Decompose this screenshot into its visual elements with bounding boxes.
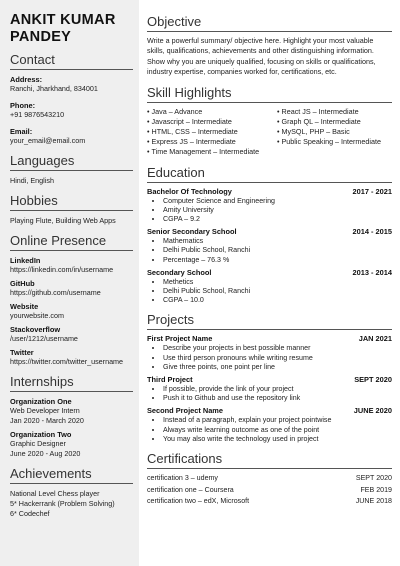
education-detail: • Mathematics xyxy=(163,237,392,246)
name-line-2: PANDEY xyxy=(10,29,72,45)
education-section xyxy=(147,165,392,306)
certification-name: certification two – edX, Microsoft xyxy=(147,497,250,506)
education-detail: • CGPA – 9.2 xyxy=(163,215,392,224)
education-detail: • CGPA – 10.0 xyxy=(163,296,392,305)
skill-item: • MySQL, PHP – Basic xyxy=(277,127,397,137)
project-date: JAN 2021 xyxy=(358,334,392,344)
education-detail: • Amity University xyxy=(163,206,392,215)
project-name: First Project Name xyxy=(147,334,213,344)
internship-dates: Jan 2020 - March 2020 xyxy=(10,416,84,425)
website-link[interactable]: yourwebsite.com xyxy=(10,311,64,320)
education-detail: • Delhi Public School, Ranchi xyxy=(163,246,392,255)
skill-item: • Time Management – Intermediate xyxy=(147,147,273,157)
address-label: Address: xyxy=(10,75,43,84)
internship-role: Graphic Designer xyxy=(10,439,66,448)
education-detail: • Computer Science and Engineering xyxy=(163,197,392,206)
internship-org: Organization One xyxy=(10,397,72,406)
degree-name: Senior Secondary School xyxy=(147,227,237,237)
objective-section xyxy=(147,14,392,78)
projects-heading: Projects xyxy=(147,312,392,330)
project-name: Third Project xyxy=(147,375,193,385)
stackoverflow-label: Stackoverflow xyxy=(10,325,61,334)
education-details xyxy=(147,237,392,265)
objective-heading: Objective xyxy=(147,14,392,32)
achievement-item: 5* Hackerrank (Problem Solving) xyxy=(10,499,115,508)
skill-item: • Express JS – Intermediate xyxy=(147,137,273,147)
degree-name: Secondary School xyxy=(147,267,212,277)
languages-value: Hindi, English xyxy=(10,176,54,185)
certifications-section xyxy=(147,451,392,508)
project-details xyxy=(147,344,392,372)
education-entry-header xyxy=(147,187,392,197)
stackoverflow-link[interactable]: /user/1212/username xyxy=(10,334,78,343)
phone-label: Phone: xyxy=(10,101,36,110)
internships-heading: Internships xyxy=(10,374,133,392)
twitter-link[interactable]: https://twitter.com/twitter_username xyxy=(10,357,124,366)
skill-item: • Graph QL – Intermediate xyxy=(277,117,397,127)
project-details xyxy=(147,416,392,444)
degree-name: Bachelor Of Technology xyxy=(147,186,232,196)
certification-date: SEPT 2020 xyxy=(355,474,392,483)
project-detail: • Describe your projects in best possible manner xyxy=(163,344,392,353)
certification-name: certification one – Coursera xyxy=(147,485,234,494)
certification-date: FEB 2019 xyxy=(360,485,392,494)
contact-heading: Contact xyxy=(10,52,133,70)
candidate-name xyxy=(10,12,133,46)
linkedin-label: LinkedIn xyxy=(10,256,41,265)
education-entry-header xyxy=(147,227,392,237)
project-header xyxy=(147,406,392,416)
skill-item: • React JS – Intermediate xyxy=(277,107,397,117)
education-detail: • Delhi Public School, Ranchi xyxy=(163,287,392,296)
certifications-heading: Certifications xyxy=(147,451,392,469)
email-value: your_email@email.com xyxy=(10,136,86,145)
main-content xyxy=(139,0,400,566)
languages-heading: Languages xyxy=(10,153,133,171)
education-detail: • Percentage – 76.3 % xyxy=(163,256,392,265)
internship-dates: June 2020 - Aug 2020 xyxy=(10,449,81,458)
skills-grid xyxy=(147,107,392,158)
achievements-heading: Achievements xyxy=(10,466,133,484)
name-line-1: ANKIT KUMAR xyxy=(10,12,116,28)
degree-dates: 2013 - 2014 xyxy=(352,267,392,277)
skills-heading: Skill Highlights xyxy=(147,85,392,103)
internship-role: Web Developer Intern xyxy=(10,406,80,415)
project-detail: • Give three points, one point per line xyxy=(163,363,392,372)
achievement-item: National Level Chess player xyxy=(10,489,100,498)
left-sidebar xyxy=(0,0,139,566)
project-detail: • Instead of a paragraph, explain your project pointwise xyxy=(163,416,392,425)
project-detail: • Use third person pronouns while writing resume xyxy=(163,354,392,363)
email-label: Email: xyxy=(10,127,33,136)
degree-dates: 2017 - 2021 xyxy=(352,186,392,196)
github-link[interactable]: https://github.com/username xyxy=(10,288,101,297)
education-entry-header xyxy=(147,268,392,278)
education-heading: Education xyxy=(147,165,392,183)
project-detail: • If possible, provide the link of your project xyxy=(163,385,392,394)
address-value: Ranchi, Jharkhand, 834001 xyxy=(10,84,98,93)
website-label: Website xyxy=(10,302,39,311)
project-name: Second Project Name xyxy=(147,406,223,416)
project-header xyxy=(147,334,392,344)
linkedin-link[interactable]: https://linkedin.com/in/username xyxy=(10,265,114,274)
github-label: GitHub xyxy=(10,279,35,288)
skill-item: • Javascript – Intermediate xyxy=(147,117,273,127)
certification-name: certification 3 – udemy xyxy=(147,474,218,483)
education-details xyxy=(147,278,392,306)
certification-row xyxy=(147,473,392,485)
education-detail: • Methetics xyxy=(163,278,392,287)
skills-column-left xyxy=(147,107,273,158)
skills-column-right xyxy=(277,107,397,158)
skill-item: • Java – Advance xyxy=(147,107,273,117)
certification-date: JUNE 2018 xyxy=(355,497,392,506)
phone-value: +91 9876543210 xyxy=(10,110,65,119)
project-detail: • You may also write the technology used in project xyxy=(163,435,392,444)
skill-item: • HTML, CSS – Intermediate xyxy=(147,127,273,137)
online-presence-heading: Online Presence xyxy=(10,233,133,251)
objective-text: Write a powerful summary/ objective here. Highlight your most valuable skills, qualifications, achievements and other distinguishing information. Show why you are uniquely qualified, focusing on skills or qualifications, industry expertise, companies worked for, certifications, etc. xyxy=(147,36,376,77)
hobbies-heading: Hobbies xyxy=(10,193,133,211)
certification-row xyxy=(147,485,392,497)
project-date: JUNE 2020 xyxy=(353,406,392,416)
project-details xyxy=(147,385,392,403)
hobbies-value: Playing Flute, Building Web Apps xyxy=(10,216,116,225)
certification-row xyxy=(147,496,392,508)
project-header xyxy=(147,375,392,385)
education-details xyxy=(147,197,392,225)
achievement-item: 6* Codechef xyxy=(10,509,50,518)
project-date: SEPT 2020 xyxy=(354,375,392,385)
skill-item: • Public Speaking – Intermediate xyxy=(277,137,397,147)
project-detail: • Always write learning outcome as one of the point xyxy=(163,426,392,435)
twitter-label: Twitter xyxy=(10,348,34,357)
project-detail: • Push it to Github and use the repository link xyxy=(163,394,392,403)
skills-section xyxy=(147,85,392,158)
internship-org: Organization Two xyxy=(10,430,72,439)
projects-section xyxy=(147,312,392,444)
degree-dates: 2014 - 2015 xyxy=(352,227,392,237)
